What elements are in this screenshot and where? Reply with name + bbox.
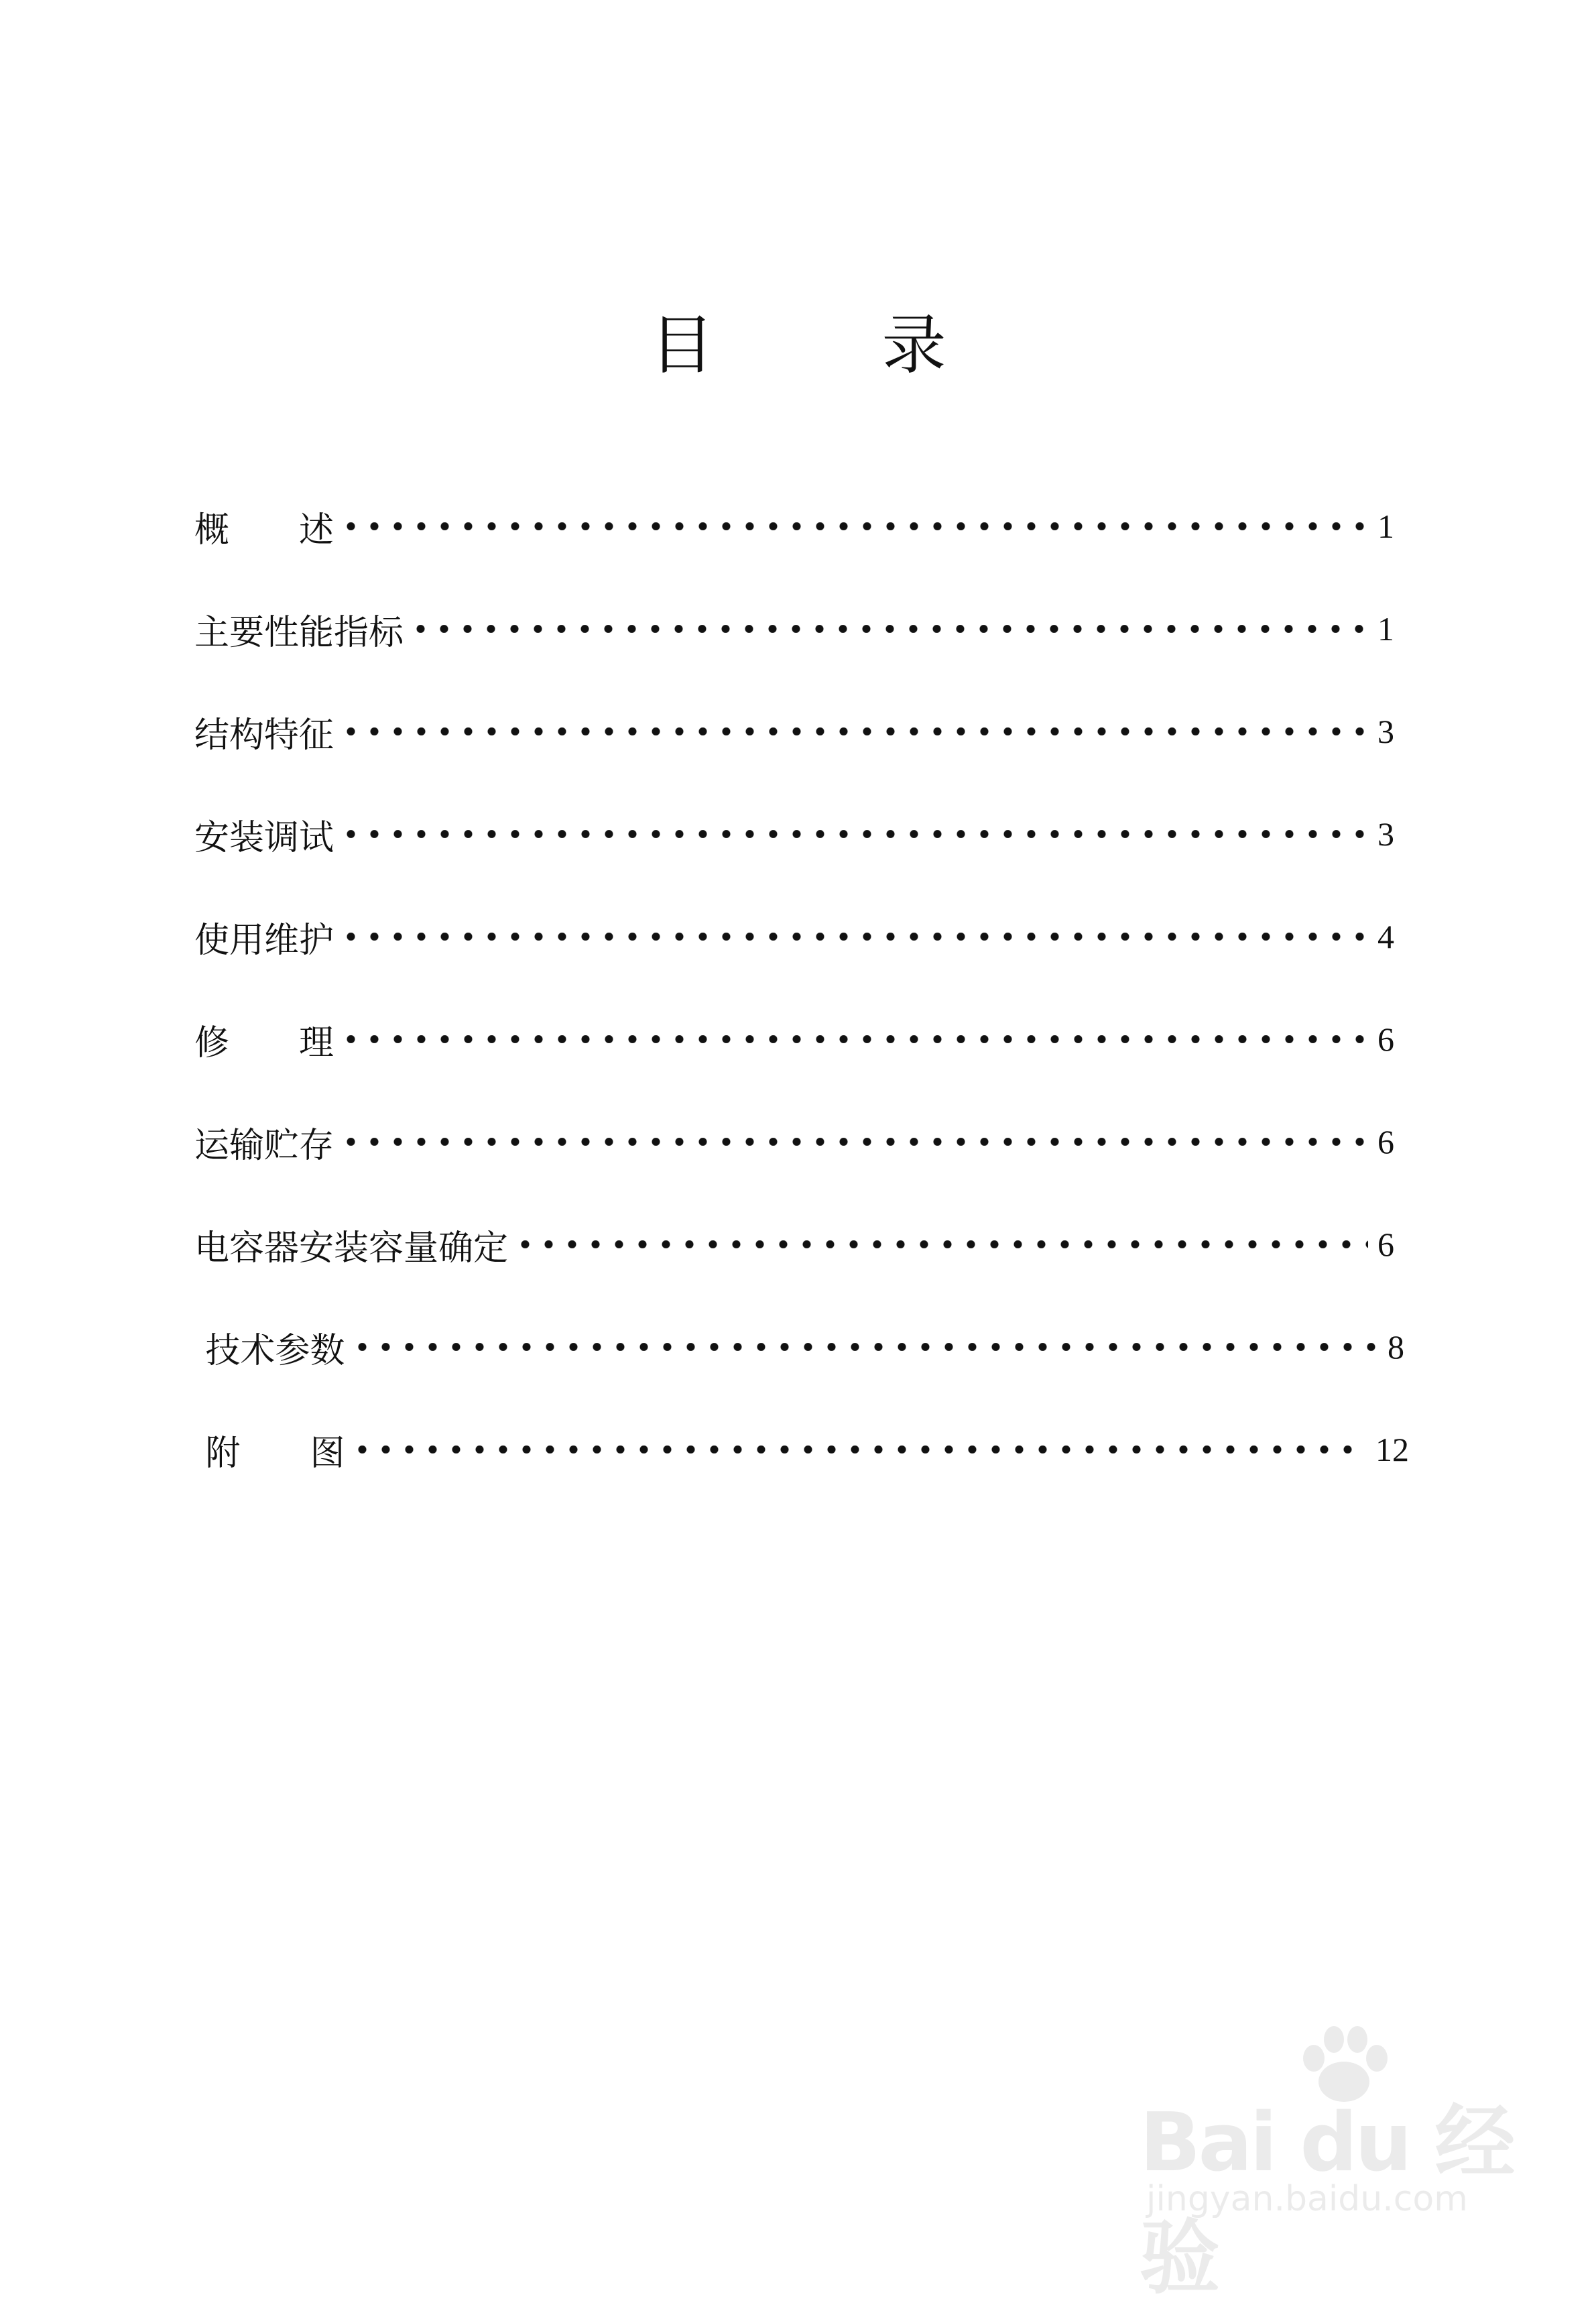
toc-entry-page: 4 <box>1377 918 1394 955</box>
toc-leader-dots <box>339 522 1368 530</box>
toc-entry[interactable] <box>194 602 1394 656</box>
toc-leader-dots <box>351 1343 1378 1351</box>
toc-entry-page: 3 <box>1377 713 1394 750</box>
toc-entry-page: 8 <box>1388 1328 1404 1366</box>
toc-entry-page: 1 <box>1377 610 1394 648</box>
toc-leader-dots <box>339 1138 1368 1146</box>
toc-entry-label: 技术参数 <box>194 1330 345 1371</box>
title-char-1: 目 <box>650 308 715 383</box>
toc-entry[interactable] <box>194 1320 1404 1374</box>
toc-entry[interactable] <box>194 1115 1394 1169</box>
toc-entry-page: 6 <box>1377 1226 1394 1263</box>
toc-entry-page: 6 <box>1377 1123 1394 1161</box>
toc-leader-dots <box>339 933 1368 941</box>
watermark <box>1140 2025 1542 2305</box>
toc-entry[interactable] <box>194 499 1394 553</box>
watermark-brand: Bai du 经验 <box>1140 2096 1513 2305</box>
toc-entry-label: 附 图 <box>194 1433 345 1474</box>
toc-entry[interactable] <box>194 1423 1409 1476</box>
toc-leader-dots <box>339 830 1368 838</box>
toc-leader-dots <box>339 727 1368 735</box>
toc-entry-label: 主要性能指标 <box>194 612 404 653</box>
toc-entry-page: 12 <box>1375 1431 1409 1468</box>
toc-entry[interactable] <box>194 1218 1394 1271</box>
toc-entry[interactable] <box>194 807 1394 861</box>
toc-entry[interactable] <box>194 705 1394 758</box>
toc-entry-label: 使用维护 <box>194 920 334 961</box>
toc-entry[interactable] <box>194 910 1394 963</box>
toc-leader-dots <box>351 1445 1366 1454</box>
toc-entry-page: 6 <box>1377 1020 1394 1058</box>
toc-entry[interactable] <box>194 1012 1394 1066</box>
toc-entry-label: 结构特征 <box>194 715 334 756</box>
toc-entry-label: 安装调试 <box>194 817 334 858</box>
watermark-url: jingyan.baidu.com <box>1146 2179 1468 2219</box>
toc-leader-dots <box>513 1240 1368 1248</box>
toc-entry-label: 修 理 <box>194 1022 334 1063</box>
title-char-2: 录 <box>881 308 946 383</box>
toc-leader-dots <box>409 625 1368 633</box>
toc-leader-dots <box>339 1035 1368 1043</box>
toc-entry-label: 电容器安装容量确定 <box>194 1228 509 1268</box>
toc-entry-page: 1 <box>1377 508 1394 545</box>
toc-entry-page: 3 <box>1377 815 1394 853</box>
toc-entry-label: 概 述 <box>194 510 334 550</box>
toc-entry-label: 运输贮存 <box>194 1125 334 1166</box>
page-title <box>0 305 1596 386</box>
